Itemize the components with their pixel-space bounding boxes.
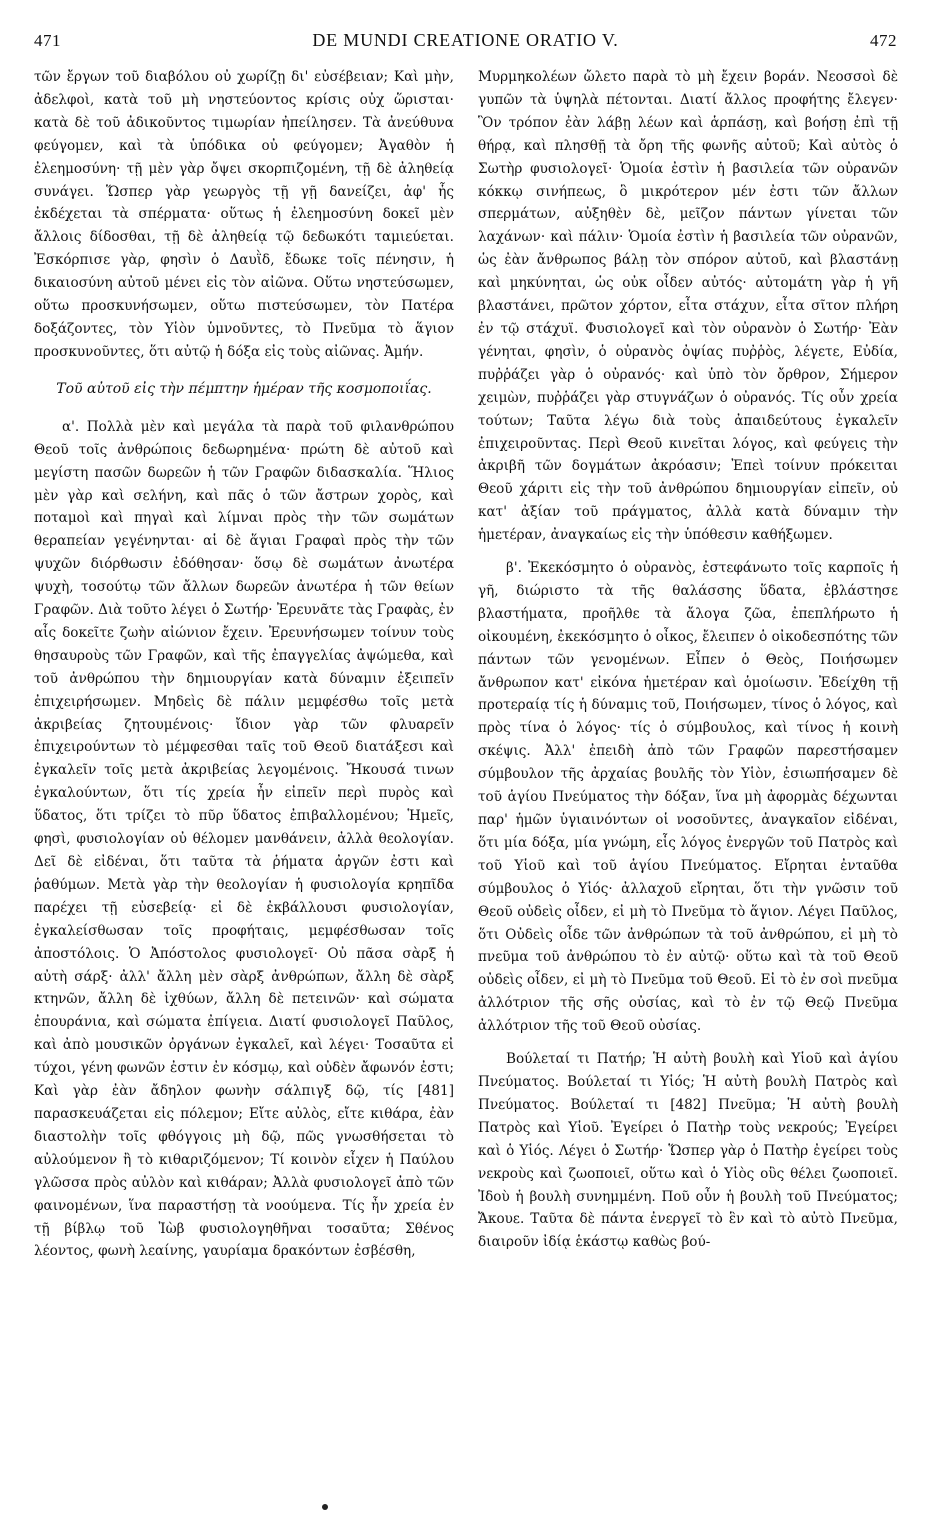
running-title: DE MUNDI CREATIONE ORATIO V.	[312, 30, 619, 50]
paragraph-continuation-right: Μυρμηκολέων ὤλετο παρὰ τὸ μὴ ἔχειν βοράν. Νεοσσοὶ δὲ γυπῶν τὰ ὑψηλὰ πέτονται. Διατί ἄλλος προφήτης ἔλεγεν· Ὃν τρόπον ἐὰν λάβῃ λέων καὶ ἁρπάσῃ, καὶ βοήσῃ ἐπὶ τῇ θήρᾳ, καὶ πλησθῇ τὰ ὄρη τῆς φωνῆς αὐτοῦ; Καὶ αὐτὸς ὁ Σωτὴρ φυσιολογεῖ· Ὁμοία ἐστὶν ἡ βασιλεία τῶν οὐρανῶν κόκκῳ σινήπεως, ὃ μικρότερον μέν ἐστι τῶν ἄλλων σπερμάτων, αὐξηθὲν δὲ, μεῖζον πάντων γίνεται τῶν λαχάνων· καὶ πάλιν· Ὁμοία ἐστὶν ἡ βασιλεία τῶν οὐρανῶν, ὡς ἐὰν ἄνθρωπος βάλῃ τὸν σπόρον αὐτοῦ, καὶ βλαστάνῃ καὶ μηκύνηται, ὡς οὐκ οἶδεν αὐτός· αὐτομάτη γὰρ ἡ γῆ βλαστάνει, πρῶτον χόρτον, εἶτα στάχυν, εἶτα σῖτον πλήρη ἐν τῷ στάχυϊ. Φυσιολογεῖ καὶ τὸν οὐρανὸν ὁ Σωτήρ· Ἐὰν γένηται, φησὶν, ὁ οὐρανὸς ὀψίας πυῤῥὸς, λέγετε, Εὐδία, πυῤῥάζει γὰρ ὁ οὐρανός· καὶ ὑπὸ τὸν ὄρθρον, Σήμερον χειμὼν, πυῤῥάζει γὰρ στυγνάζων ὁ οὐρανός. Τίς οὖν χρεία τούτων; Ταῦτα λέγω διὰ τοὺς ἀπαιδεύτους ἐγκαλεῖν ἐπιχειροῦντας. Περὶ Θεοῦ κινεῖται λόγος, καὶ φεύγεις τὴν ἀκριβῆ τῶν δογμάτων ἀκρόασιν; Ἐπεὶ τοίνυν πρόκειται Θεοῦ χάριτι εἰς τὴν τοῦ ἀνθρώπου δημιουργίαν εἰπεῖν, οὐ κατ' ἀξίαν τοῦ πράγματος, ἀλλὰ κατὰ δύναμιν τὴν ἡμετέραν, ἀναγκαίως εἰς τὴν ὑπόθεσιν καθήξωμεν.	[478, 69, 898, 544]
right-column	[478, 66, 898, 1254]
right-page-number: 472	[869, 31, 897, 50]
paragraph-continuation: τῶν ἔργων τοῦ διαβόλου οὐ χωρίζῃ δι' εὐσέβειαν; Καὶ μὴν, ἀδελφοὶ, κατὰ τοῦ μὴ νηστεύοντος κρίσις οὐχ ὥρισται· κατὰ δὲ τοῦ ἀδικοῦντος τιμωρίαν ἠπείλησεν. Τὰ ἀνεύθυνα φεύγομεν, καὶ τὰ ὑπόδικα οὐ φεύγομεν; Ἀγαθὸν ἡ ἐλεημοσύνη· τῇ μὲν γὰρ ὄψει σκορπιζομένη, τῇ δὲ ἀληθείᾳ συνάγει. Ὥσπερ γὰρ γεωργὸς τῇ γῇ δανείζει, ἀφ' ἧς ἐκδέχεται τὰ σπέρματα· οὕτως ἡ ἐλεημοσύνη δοκεῖ μὲν ἄλλοις δίδοσθαι, τῇ δὲ ἀληθείᾳ τῷ δεδωκότι ταμιεύεται. Ἐσκόρπισε γὰρ, φησὶν ὁ Δαυῒδ, ἔδωκε τοῖς πένησιν, ἡ δικαιοσύνη αὐτοῦ μένει εἰς τὸν αἰῶνα. Οὕτω νηστεύσωμεν, οὕτω προσκυνήσωμεν, οὕτω πιστεύσωμεν, τὸν Πατέρα δοξάζοντες, τὸν Υἱὸν ὑμνοῦντες, τὸ Πνεῦμα τὸ ἅγιον προσκυνοῦντες, ὅτι αὐτῷ ἡ δόξα εἰς τοὺς αἰῶνας. Ἀμήν.	[34, 69, 454, 360]
page-header	[34, 30, 897, 60]
left-page-number: 471	[34, 31, 61, 50]
paragraph-alpha: α'. Πολλὰ μὲν καὶ μεγάλα τὰ παρὰ τοῦ φιλανθρώπου Θεοῦ τοῖς ἀνθρώποις δεδωρημένα· πρώτη δὲ αὐτοῦ καὶ μεγίστη πασῶν δωρεῶν ἡ τῶν Γραφῶν διδασκαλία. Ἥλιος μὲν γὰρ καὶ σελήνη, καὶ πᾶς ὁ τῶν ἄστρων χορὸς, καὶ ποταμοὶ καὶ πηγαὶ καὶ λίμναι πρὸς τὴν τῶν σωμάτων θεραπείαν γεγένηνται· αἱ δὲ ἅγιαι Γραφαὶ πρὸς τὴν τῶν ψυχῶν διόρθωσιν ἐδόθησαν· ὅσῳ δὲ σωμάτων ἀνωτέρα ψυχὴ, τοσούτῳ τῶν ἄλλων δωρεῶν ἀνωτέρα ἡ τῶν θείων Γραφῶν. Διὰ τοῦτο λέγει ὁ Σωτήρ· Ἐρευνᾶτε τὰς Γραφὰς, ἐν αἷς δοκεῖτε ζωὴν αἰώνιον ἔχειν. Ἐρευνήσωμεν τοίνυν τοὺς θησαυροὺς τῶν Γραφῶν, καὶ τῆς ἐπαγγελίας ἀψώμεθα, καὶ τοῦ ἀνθρώπου τὴν δημιουργίαν κατὰ δύναμιν ἐξειπεῖν ἐπιχειρήσωμεν. Μηδεὶς δὲ πάλιν μεμφέσθω τοῖς μετὰ ἀκριβείας ζητουμένοις· ἴδιον γὰρ τῶν φλυαρεῖν ἐπιχειρούντων τὸ μέμφεσθαι ταῖς τοῦ Θεοῦ διατάξεσι καὶ ἐγκαλεῖν τοῖς μετὰ ἀκριβείας λεγομένοις. Ἤκουσά τινων ἐγκαλούντων, ὅτι τίς χρεία ἦν εἰπεῖν περὶ πυρὸς καὶ ὕδατος, ὅτι τρίζει τὸ πῦρ ὕδατος ἐπιβαλλομένου; Ἡμεῖς, φησὶ, φυσιολογίαν οὐ θέλομεν μανθάνειν, ἀλλὰ θεολογίαν. Δεῖ δὲ εἰδέναι, ὅτι ταῦτα τὰ ῥήματα ἀργῶν ἐστι καὶ ῥαθύμων. Μετὰ γὰρ τὴν θεολογίαν ἡ φυσιολογία κρηπῖδα παρέχει τῇ εὐσεβείᾳ· εἰ δὲ ἐκβάλλουσι φυσιολογίαν, ἐγκαλείσθωσαν τοῖς προφήταις, μεμφέσθωσαν τοῖς ἀποστόλοις. Ὁ Ἀπόστολος φυσιολογεῖ· Οὐ πᾶσα σὰρξ ἡ αὐτὴ σάρξ· ἀλλ' ἄλλη μὲν σὰρξ ἀνθρώπων, ἄλλη δὲ σὰρξ κτηνῶν, ἄλλη δὲ ἰχθύων, ἄλλη δὲ πετεινῶν· καὶ σώματα ἐπουράνια, καὶ σώματα ἐπίγεια. Διατί φυσιολογεῖ Παῦλος, καὶ ἀπὸ μουσικῶν ὀργάνων ἐγκαλεῖ, καὶ λέγει· Τοσαῦτα εἰ τύχοι, γένη φωνῶν ἐστιν ἐν κόσμῳ, καὶ οὐδὲν ἄφωνόν ἐστι; Καὶ γὰρ ἐὰν ἄδηλον φωνὴν σάλπιγξ δῷ, τίς [481] παρασκευάζεται εἰς πόλεμον; Εἴτε αὐλὸς, εἴτε κιθάρα, ἐὰν διαστολὴν τοῖς φθόγγοις μὴ δῷ, πῶς γνωσθήσεται τὸ αὐλούμενον ἢ τὸ κιθαριζόμενον; Τί κοινὸν εἶχεν ἡ Παύλου γλῶσσα πρὸς αὐλὸν καὶ κιθάραν; Ἀλλὰ φυσιολογεῖ ἀπὸ τῶν φαινομένων, ἵνα παραστήσῃ τὰ νοούμενα. Τίς ἦν χρεία ἐν τῇ βίβλῳ τοῦ Ἰὼβ φυσιολογηθῆναι τοσαῦτα; Σθένος λέοντος, φωνὴ λεαίνης, γαυρίαμα δρακόντων ἐσβέσθη,	[34, 418, 454, 1260]
section-heading: Τοῦ αὐτοῦ εἰς τὴν πέμπτην ἡμέραν τῆς κοσμοποιΐας.	[56, 380, 432, 397]
paragraph-boulеtai: Βούλεταί τι Πατήρ; Ἡ αὐτὴ βουλὴ καὶ Υἱοῦ καὶ ἁγίου Πνεύματος. Βούλεταί τι Υἱός; Ἡ αὐτὴ βουλὴ Πατρὸς καὶ Πνεύματος. Βούλεταί τι [482] Πνεῦμα; Ἡ αὐτὴ βουλὴ Πατρὸς καὶ Υἱοῦ. Ἐγείρει ὁ Πατὴρ τοὺς νεκρούς; Ἐγείρει καὶ ὁ Υἱός. Λέγει ὁ Σωτήρ· Ὥσπερ γὰρ ὁ Πατὴρ ἐγείρει τοὺς νεκροὺς καὶ ζωοποιεῖ, οὕτω καὶ ὁ Υἱὸς οὓς θέλει ζωοποιεῖ. Ἰδοὺ ἡ βουλὴ συνημμένη. Ποῦ οὖν ἡ βουλὴ τοῦ Πνεύματος; Ἄκουε. Ταῦτα δὲ πάντα ἐνεργεῖ τὸ ἓν καὶ τὸ αὐτὸ Πνεῦμα, διαιροῦν ἰδίᾳ ἑκάστῳ καθὼς βού-	[478, 1051, 898, 1251]
paragraph-beta: β'. Ἐκεκόσμητο ὁ οὐρανὸς, ἐστεφάνωτο τοῖς καρποῖς ἡ γῆ, διώριστο τὰ τῆς θαλάσσης ὕδατα, ἐβλάστησε βλαστήματα, προῆλθε τὰ ἄλογα ζῶα, ἐπεπλήρωτο ἡ οἰκουμένη, ἐκεκόσμητο ὁ οἶκος, ἔλειπεν ὁ οἰκοδεσπότης τῶν πάντων τῶν γενομένων. Εἶπεν ὁ Θεὸς, Ποιήσωμεν ἄνθρωπον κατ' εἰκόνα ἡμετέραν καὶ ὁμοίωσιν. Ἐδείχθη τῇ προτεραίᾳ τίς ἡ δύναμις τοῦ, Ποιήσωμεν, τίνος ὁ λόγος, καὶ πρὸς τίνα ὁ λόγος· τίς ὁ σύμβουλος, καὶ τίνος ἡ κοινὴ σκέψις. Ἀλλ' ἐπειδὴ ἀπὸ τῶν Γραφῶν παρεστήσαμεν σύμβουλον τῆς ἀρχαίας βουλῆς τὸν Υἱὸν, ἐσιωπήσαμεν δὲ τοῦ ἁγίου Πνεύματος τὴν δόξαν, ἵνα μὴ ἀφορμὰς δέχωνται παρ' ἡμῶν ὑγιαινόντων οἱ νοσοῦντες, ἀναγκαῖον εἰδέναι, ὅτι μία δόξα, μία γνώμη, εἷς λόγος ἐνεργῶν τοῦ Πατρὸς καὶ τοῦ Υἱοῦ καὶ τοῦ ἁγίου Πνεύματος. Εἴρηται ἐνταῦθα σύμβουλος ὁ Υἱός· ἀλλαχοῦ εἴρηται, ὅτι τὴν γνῶσιν τοῦ Θεοῦ οὐδεὶς οἶδεν, εἰ μὴ τὸ Πνεῦμα τὸ ἅγιον. Λέγει Παῦλος, ὅτι Οὐδεὶς οἶδε τῶν ἀνθρώπων τὰ τοῦ ἀνθρώπου, εἰ μὴ τὸ πνεῦμα τοῦ ἀνθρώπου τὸ ἐν αὐτῷ· οὕτω καὶ τὰ τοῦ Θεοῦ οὐδεὶς οἶδεν, εἰ μὴ τὸ Πνεῦμα τοῦ Θεοῦ. Εἰ τὸ ἐν σοὶ πνεῦμα ἀλλότριον τῆς σῆς οὐσίας, καὶ τὸ ἐν τῷ Θεῷ Πνεῦμα ἀλλότριον τῆς τοῦ Θεοῦ οὐσίας.	[478, 560, 898, 1035]
left-column	[34, 66, 454, 1263]
footer-dot	[322, 1504, 328, 1510]
